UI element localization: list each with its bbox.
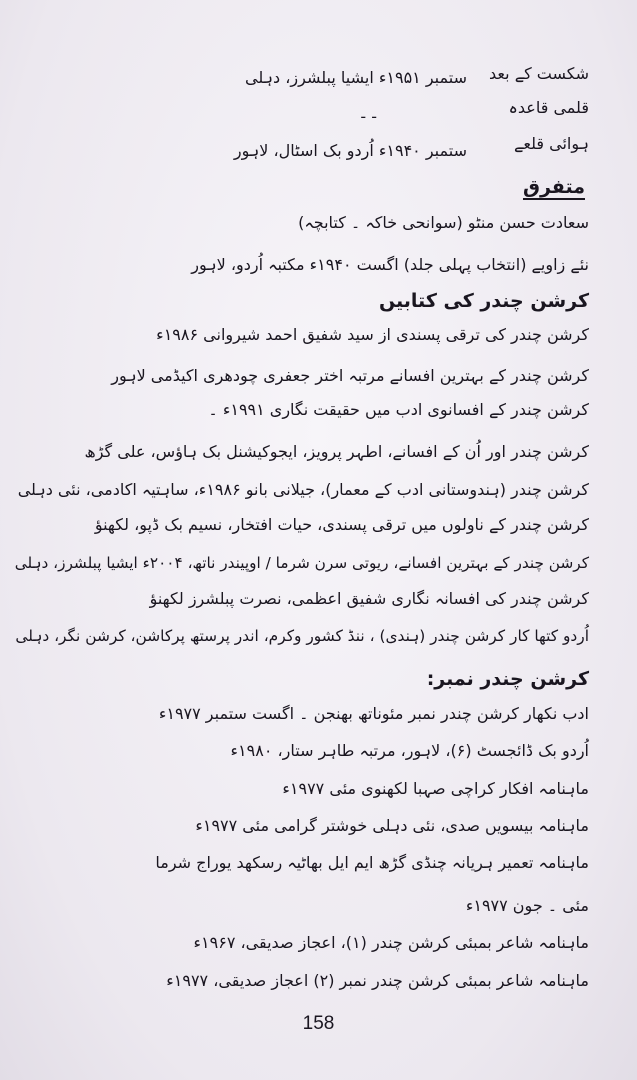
- entry-title-2: قلمی قاعدہ: [508, 98, 589, 117]
- entry-title-3: ہوائی قلعے: [514, 134, 589, 153]
- page-number: 158: [302, 1013, 335, 1034]
- book-line-6: کرشن چندر کے ناولوں میں ترقی پسندی، حیات افتخار، نسیم بک ڈپو، لکھنؤ: [94, 515, 589, 534]
- book-line-8: کرشن چندر کی افسانہ نگاری شفیق اعظمی، نصرت پبلشرز لکھنؤ: [149, 589, 589, 608]
- special-line-7: ماہنامہ شاعر بمبئی کرشن چندر (۱)، اعجاز صدیقی، ۱۹۶۷ء: [193, 933, 589, 952]
- book-line-4: کرشن چندر اور اُن کے افسانے، اطہر پرویز، ایجوکیشنل بک ہاؤس، علی گڑھ: [84, 442, 589, 461]
- misc-line-1: سعادت حسن منٹو (سوانحی خاکہ ۔ کتابچہ): [298, 213, 589, 232]
- book-line-7: کرشن چندر کے بہترین افسانے، ریوتی سرن شرما / اوپیندر ناتھ، ۲۰۰۴ء ایشیا پبلشرز، دہلی: [14, 554, 589, 572]
- book-line-9: اُردو کتھا کار کرشن چندر (ہندی) ، ننڈ کشور وکرم، اندر پرستھ پرکاشن، کرشن نگر، دہلی: [15, 627, 589, 645]
- entry-info-1: ستمبر ۱۹۵۱ء ایشیا پبلشرز، دہلی: [245, 68, 467, 87]
- special-line-4: ماہنامہ بیسویں صدی، نئی دہلی خوشتر گرامی مئی ۱۹۷۷ء: [195, 816, 589, 835]
- entry-info-2: - -: [360, 107, 377, 126]
- entry-info-3: ستمبر ۱۹۴۰ء اُردو بک اسٹال، لاہور: [233, 141, 467, 160]
- special-line-1: ادب نکھار کرشن چندر نمبر مئوناتھ بھنجن ۔ اگست ستمبر ۱۹۷۷ء: [158, 704, 589, 723]
- book-line-2: کرشن چندر کے بہترین افسانے مرتبہ اختر جعفری چودھری اکیڈمی لاہور: [111, 366, 589, 385]
- entry-title-1: شکست کے بعد: [489, 64, 589, 83]
- book-line-3: کرشن چندر کے افسانوی ادب میں حقیقت نگاری ۱۹۹۱ء ۔: [208, 400, 589, 419]
- book-line-5: کرشن چندر (ہندوستانی ادب کے معمار)، جیلانی بانو ۱۹۸۶ء، ساہتیہ اکادمی، نئی دہلی: [17, 480, 589, 499]
- special-line-3: ماہنامہ افکار کراچی صہبا لکھنوی مئی ۱۹۷۷ء: [282, 779, 589, 798]
- book-line-1: کرشن چندر کی ترقی پسندی از سید شفیق احمد شیروانی ۱۹۸۶ء: [156, 325, 589, 344]
- special-line-6: مئی ۔ جون ۱۹۷۷ء: [465, 896, 589, 915]
- section-heading-special: کرشن چندر نمبر:: [426, 668, 589, 690]
- special-line-5: ماہنامہ تعمیر ہریانہ چنڈی گڑھ ایم ایل بھاٹیہ رسکھد یوراج شرما: [155, 853, 589, 872]
- misc-line-2: نئے زاویے (انتخاب پہلی جلد) اگست ۱۹۴۰ء مکتبہ اُردو، لاہور: [191, 255, 589, 274]
- section-heading-misc: متفرق: [522, 176, 585, 198]
- special-line-2: اُردو بک ڈائجسٹ (۶)، لاہور، مرتبہ طاہر ستار، ۱۹۸۰ء: [230, 741, 589, 760]
- special-line-8: ماہنامہ شاعر بمبئی کرشن چندر نمبر (۲) اعجاز صدیقی، ۱۹۷۷ء: [166, 971, 589, 990]
- section-heading-books: کرشن چندر کی کتابیں: [378, 290, 589, 312]
